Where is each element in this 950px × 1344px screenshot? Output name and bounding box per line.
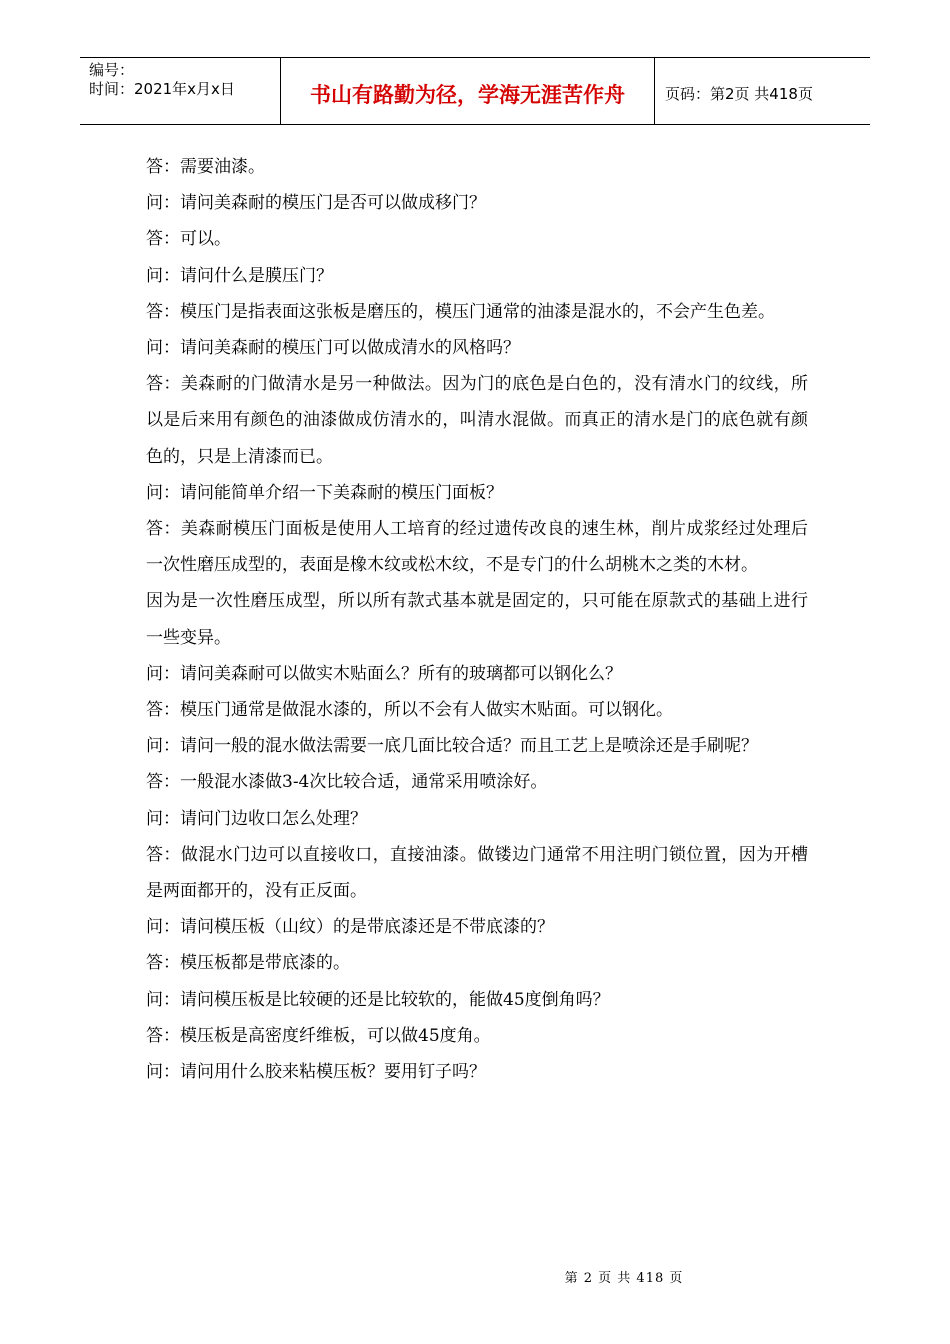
- paragraph: 答：一般混水漆做3-4次比较合适，通常采用喷涂好。: [146, 772, 548, 793]
- paragraph: 因为是一次性磨压成型，所以所有款式基本就是固定的，只可能在原款式的基础上进行一些变异。: [146, 591, 808, 648]
- paragraph: 问：请问门边收口怎么处理？: [146, 808, 367, 829]
- paragraph: 问：请问一般的混水做法需要一底几面比较合适？而且工艺上是喷涂还是手刷呢？: [146, 736, 758, 757]
- page-footer: 第 2 页 共 418 页: [564, 1271, 684, 1286]
- paragraph: 答：模压板都是带底漆的。: [146, 953, 350, 974]
- paragraph: 问：请问什么是膜压门？: [146, 265, 333, 286]
- header-motto: 书山有路勤为径，学海无涯苦作舟: [281, 58, 655, 124]
- document-body: [146, 149, 808, 1090]
- paragraph: 问：请问模压板（山纹）的是带底漆还是不带底漆的？: [146, 917, 554, 938]
- header-page-info: 页码：第2页 共418页: [665, 84, 813, 103]
- paragraph: 答：做混水门边可以直接收口，直接油漆。做镂边门通常不用注明门锁位置，因为开槽是两面都开的，没有正反面。: [146, 844, 808, 902]
- paragraph: 答：模压门是指表面这张板是磨压的，模压门通常的油漆是混水的，不会产生色差。: [146, 301, 775, 322]
- paragraph: 问：请问美森耐的模压门可以做成清水的风格吗？: [146, 338, 520, 359]
- paragraph: 问：请问能简单介绍一下美森耐的模压门面板？: [146, 482, 503, 503]
- paragraph: 答：需要油漆。: [146, 157, 265, 177]
- paragraph: 答：美森耐的门做清水是另一种做法。因为门的底色是白色的，没有清水门的纹线，所以是后来用有颜色的油漆做成仿清水的，叫清水混做。而真正的清水是门的底色就有颜色的，只是上清漆而已。: [146, 374, 808, 467]
- page-header: [80, 57, 870, 125]
- paragraph: 答：可以。: [146, 229, 231, 250]
- paragraph: 问：请问用什么胶来粘模压板？要用钉子吗？: [146, 1062, 486, 1083]
- paragraph: 问：请问模压板是比较硬的还是比较软的，能做45度倒角吗？: [146, 989, 610, 1010]
- serial-number-label: 编号：: [89, 61, 135, 79]
- paragraph: 答：模压门通常是做混水漆的，所以不会有人做实木贴面。可以钢化。: [146, 700, 673, 721]
- header-meta: [80, 58, 281, 124]
- paragraph: 问：请问美森耐的模压门是否可以做成移门？: [146, 193, 486, 214]
- paragraph: 问：请问美森耐可以做实木贴面么？所有的玻璃都可以钢化么？: [146, 663, 622, 684]
- date-label: 时间：2021年x月x日: [89, 80, 235, 98]
- paragraph: 答：美森耐模压门面板是使用人工培育的经过遗传改良的速生林，削片成浆经过处理后一次性磨压成型的，表面是橡木纹或松木纹，不是专门的什么胡桃木之类的木材。: [146, 519, 808, 576]
- paragraph: 答：模压板是高密度纤维板，可以做45度角。: [146, 1025, 491, 1046]
